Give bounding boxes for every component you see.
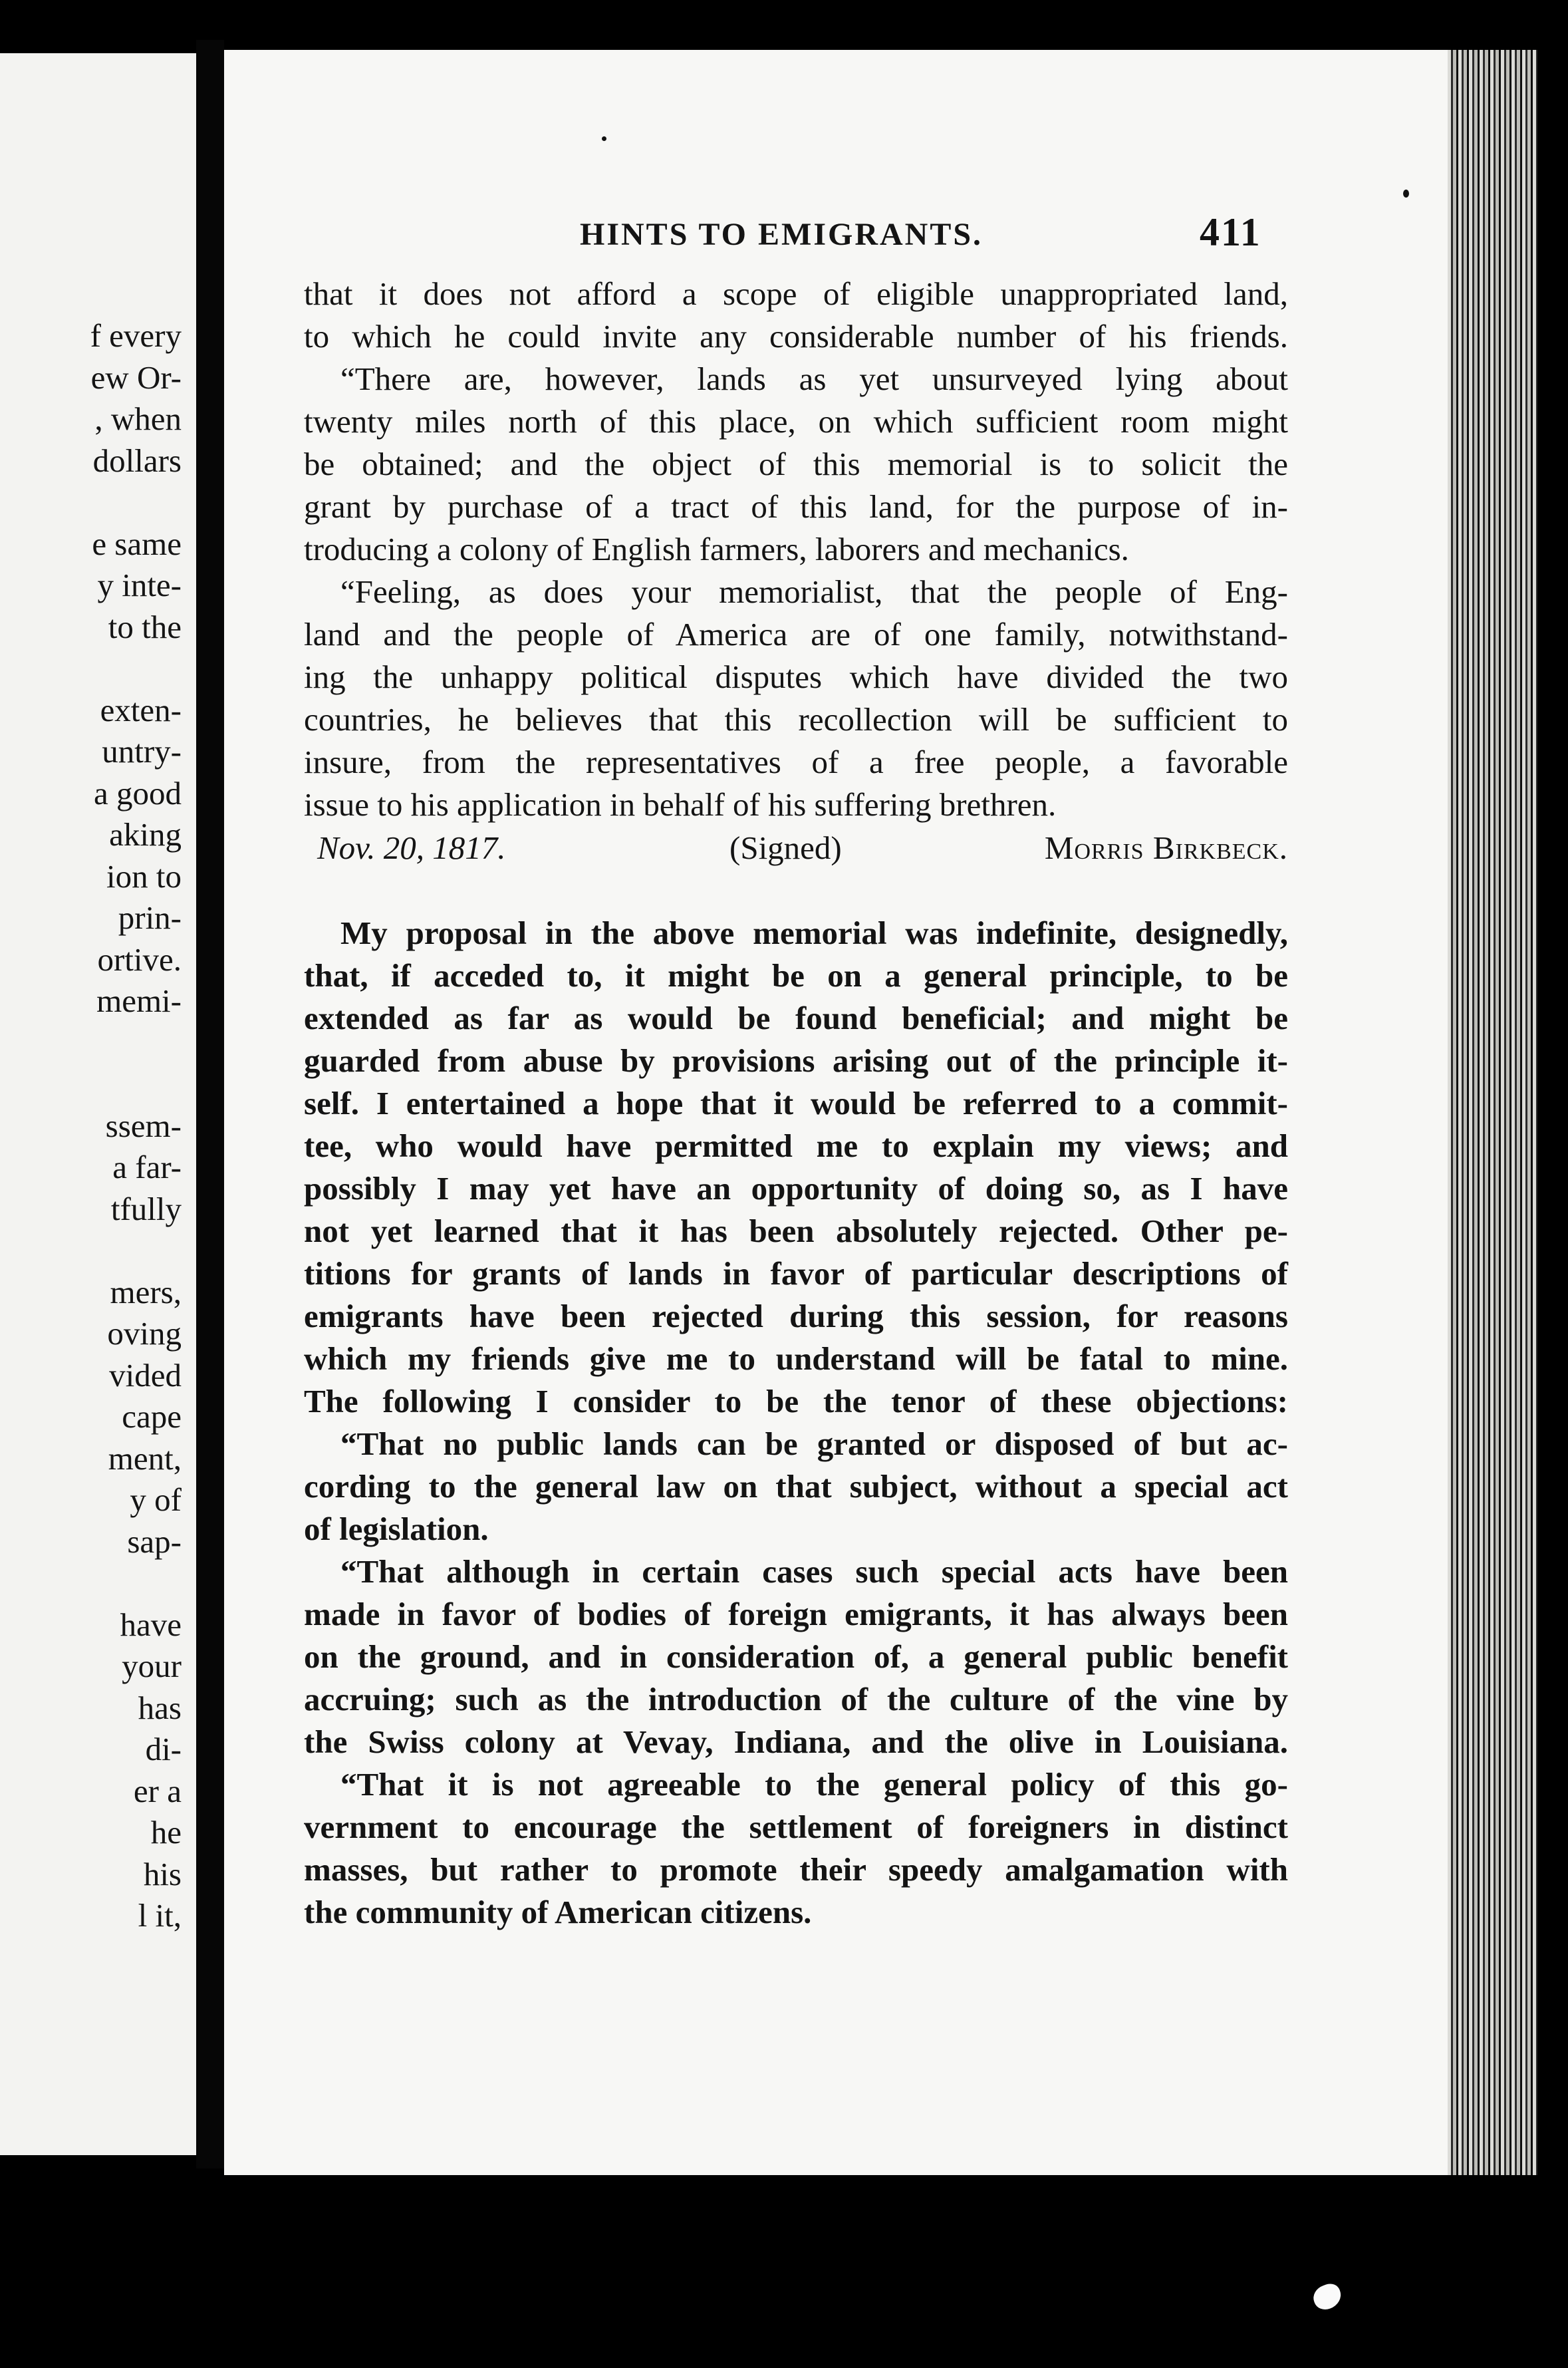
left-page-line: ment, — [108, 1439, 182, 1477]
page-number: 411 — [1200, 210, 1261, 254]
memorial-line: troducing a colony of English farmers, laborers and mechanics. — [304, 531, 1129, 567]
running-title: HINTS TO EMIGRANTS. — [580, 217, 983, 252]
left-page-line: ortive. — [97, 941, 182, 978]
memorial-line: land and the people of America are of one family, notwithstand- — [304, 616, 1288, 653]
memorial-line: that it does not afford a scope of eligible unappropriated land, — [304, 275, 1288, 312]
signature-signed-label: (Signed) — [729, 829, 842, 866]
left-page-line: tfully — [110, 1190, 182, 1227]
commentary-line: “That although in certain cases such special acts have been — [340, 1553, 1288, 1590]
commentary-line: made in favor of bodies of foreign emigrants, it has always been — [304, 1596, 1288, 1632]
memorial-line: be obtained; and the object of this memorial is to solicit the — [304, 446, 1288, 482]
memorial-line: “There are, however, lands as yet unsurveyed lying about — [340, 361, 1288, 397]
left-page-line: dollars — [92, 442, 182, 479]
left-page-line: e same — [92, 525, 182, 562]
commentary-line: of legislation. — [304, 1511, 489, 1547]
left-page-line: your — [122, 1648, 182, 1684]
commentary-line: extended as far as would be found beneficial; and might be — [304, 1000, 1288, 1036]
commentary-line: emigrants have been rejected during this session, for reasons — [304, 1298, 1288, 1334]
commentary-line: “That no public lands can be granted or disposed of but ac- — [340, 1425, 1288, 1462]
left-page-line: memi- — [96, 982, 182, 1019]
memorial-line: to which he could invite any considerable number of his friends. — [304, 318, 1288, 355]
commentary-line: self. I entertained a hope that it would be referred to a commit- — [304, 1085, 1288, 1121]
commentary-line: the community of American citizens. — [304, 1894, 812, 1930]
section-gap — [304, 875, 1288, 912]
ink-speck — [602, 136, 606, 141]
commentary-line: “That it is not agreeable to the general policy of this go- — [340, 1766, 1288, 1803]
left-page-line: a good — [94, 774, 182, 812]
left-page-line: er a — [133, 1772, 182, 1809]
left-page-line: prin- — [118, 899, 182, 936]
paper-blot — [1310, 2281, 1345, 2313]
left-page-line: his — [143, 1855, 182, 1892]
left-page-line: , when — [94, 400, 182, 437]
left-page-line: f every — [90, 317, 182, 354]
commentary-line: tee, who would have permitted me to explain my views; and — [304, 1127, 1288, 1164]
signature-date: Nov. 20, 1817. — [317, 829, 506, 866]
commentary-line: The following I consider to be the tenor of these objections: — [304, 1383, 1288, 1419]
left-page-line: ew Or- — [90, 359, 182, 396]
left-page-line: sap- — [127, 1523, 182, 1560]
left-page-line: oving — [107, 1315, 182, 1352]
commentary-line: which my friends give me to understand will be fatal to mine. — [304, 1340, 1288, 1377]
book-gutter — [196, 40, 224, 2168]
left-page-line: aking — [109, 816, 182, 853]
memorial-line: twenty miles north of this place, on which sufficient room might — [304, 403, 1288, 440]
left-page-line: has — [138, 1689, 182, 1726]
commentary-line: vernment to encourage the settlement of foreigners in distinct — [304, 1809, 1288, 1845]
page-edges — [1448, 50, 1537, 2175]
left-page-line: untry- — [102, 733, 182, 770]
left-page-line: l it, — [138, 1897, 182, 1934]
signature-name: Morris Birkbeck. — [1044, 829, 1288, 866]
signature-line — [304, 829, 1288, 875]
commentary-line: that, if acceded to, it might be on a general principle, to be — [304, 957, 1288, 994]
commentary-line: not yet learned that it has been absolutely rejected. Other pe- — [304, 1213, 1288, 1249]
left-page-line: cape — [122, 1398, 182, 1435]
left-page-line: y of — [130, 1481, 182, 1518]
left-page-line: ion to — [106, 857, 182, 895]
memorial-line: countries, he believes that this recollection will be sufficient to — [304, 701, 1288, 738]
left-page-line: have — [120, 1606, 182, 1643]
left-page-line: y inte- — [97, 567, 182, 603]
commentary-line: guarded from abuse by provisions arising out of the principle it- — [304, 1042, 1288, 1079]
commentary-line: accruing; such as the introduction of the culture of the vine by — [304, 1681, 1288, 1717]
ink-speck — [1403, 190, 1409, 198]
left-page-line: di- — [145, 1731, 182, 1767]
book-page-411 — [224, 50, 1448, 2175]
page-header — [224, 210, 1448, 263]
commentary-line: possibly I may yet have an opportunity of doing so, as I have — [304, 1170, 1288, 1207]
memorial-line: issue to his application in behalf of his suffering brethren. — [304, 786, 1057, 823]
memorial-line: ing the unhappy political disputes which have divided the two — [304, 659, 1288, 695]
commentary-line: titions for grants of lands in favor of particular descriptions of — [304, 1255, 1288, 1292]
commentary-line: My proposal in the above memorial was indefinite, designedly, — [340, 915, 1288, 951]
commentary-line: masses, but rather to promote their speedy amalgamation with — [304, 1851, 1288, 1888]
left-page-line: he — [150, 1814, 182, 1850]
page-body — [304, 273, 1288, 1934]
left-page-line: vided — [109, 1356, 182, 1394]
left-page-line: exten- — [100, 691, 182, 728]
memorial-text — [304, 273, 1288, 826]
commentary-line: on the ground, and in consideration of, a general public benefit — [304, 1638, 1288, 1675]
commentary-text — [304, 912, 1288, 1934]
left-page-line: a far- — [112, 1149, 182, 1185]
left-page-line: to the — [108, 608, 182, 645]
memorial-line: “Feeling, as does your memorialist, that the people of Eng- — [340, 573, 1288, 610]
commentary-line: the Swiss colony at Vevay, Indiana, and the olive in Louisiana. — [304, 1723, 1288, 1760]
commentary-line: cording to the general law on that subject, without a special act — [304, 1468, 1288, 1505]
memorial-line: insure, from the representatives of a free people, a favorable — [304, 744, 1288, 780]
memorial-line: grant by purchase of a tract of this land, for the purpose of in- — [304, 488, 1288, 525]
left-facing-page — [0, 53, 196, 2155]
left-page-line: ssem- — [105, 1107, 182, 1144]
left-page-line: mers, — [110, 1273, 182, 1310]
